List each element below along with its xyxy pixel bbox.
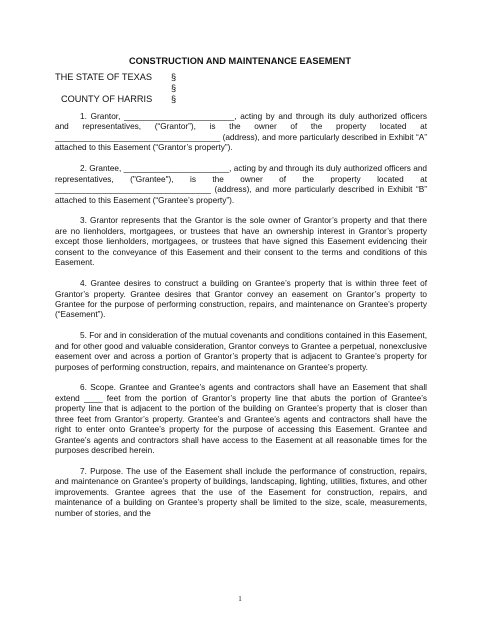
- section-mark: §: [171, 72, 177, 82]
- venue-state-label: THE STATE OF TEXAS: [55, 72, 152, 82]
- venue-block: [55, 72, 176, 105]
- document-body: [55, 112, 427, 530]
- paragraph-1: 1. Grantor, ________________________, acting by and through its duly authorized officers and representatives, (“Grantor”), is the owner of the property located at ____________________________________ (address), and more particularly described in Exhibit “A” attached to this Easement (“Grantor’s property”).: [55, 112, 427, 153]
- venue-row: [55, 83, 176, 94]
- venue-county-label: COUNTY OF HARRIS: [61, 94, 153, 104]
- paragraph-3: 3. Grantor represents that the Grantor is the sole owner of Grantor’s property and that there are no lienholders, mortgagees, or trustees that have an ownership interest in Grantor’s property except those lienholders, mortgagees, or trustees that have signed this Easement evidencing their consent to the conveyance of this Easement and their consent to the terms and conditions of this Easement.: [55, 216, 427, 268]
- paragraph-7: 7. Purpose. The use of the Easement shall include the performance of construction, repairs, and maintenance on Grantee’s property of buildings, landscaping, lighting, utilities, fixtures, and other improvements. Grantee agrees that the use of the Easement for construction, repairs, and maintenance of a building on Grantee’s property shall be limited to the size, scale, measurements, number of stories, and the: [55, 467, 427, 518]
- venue-row: [55, 72, 176, 83]
- section-mark: §: [171, 83, 177, 93]
- venue-row: [55, 94, 176, 105]
- page-number: 1: [238, 595, 242, 603]
- section-mark: §: [171, 94, 177, 104]
- paragraph-5: 5. For and in consideration of the mutual covenants and conditions contained in this Easement, and for other good and valuable consideration, Grantor conveys to Grantee a perpetual, nonexclusive easement over and across a portion of Grantor’s property that is adjacent to Grantee’s property for purposes of performing construction, repairs, and maintenance on Grantee’s property.: [55, 331, 427, 372]
- document-title: CONSTRUCTION AND MAINTENANCE EASEMENT: [128, 56, 351, 66]
- paragraph-6: 6. Scope. Grantee and Grantee’s agents and contractors shall have an Easement that shall extend ____ feet from the portion of Grantor’s property line that abuts the portion of Grantee’s property line that is adjacent to the portion of the building on Grantee’s property that is closer than three feet from Grantor’s property. Grantee’s and Grantee’s agents and contractors shall have the right to enter onto Grantee’s property for the purpose of accessing this Easement. Grantee and Grantee’s agents and contractors shall have access to the Easement at all reasonable times for the purposes described herein.: [55, 383, 427, 456]
- paragraph-4: 4. Grantee desires to construct a building on Grantee’s property that is within three feet of Grantor’s property. Grantee desires that Grantor convey an easement on Grantor’s property to Grantee for the purpose of performing construction, repairs, and maintenance on Grantee’s property (“Easement”).: [55, 279, 427, 320]
- paragraph-2: 2. Grantee, _______________________, acting by and through its duly authorized officers and representatives, ("Grantee"), is the owner of the property located at __________________________________ (address), and more particularly described in Exhibit “B” attached to this Easement (“Grantee’s property”).: [55, 164, 427, 205]
